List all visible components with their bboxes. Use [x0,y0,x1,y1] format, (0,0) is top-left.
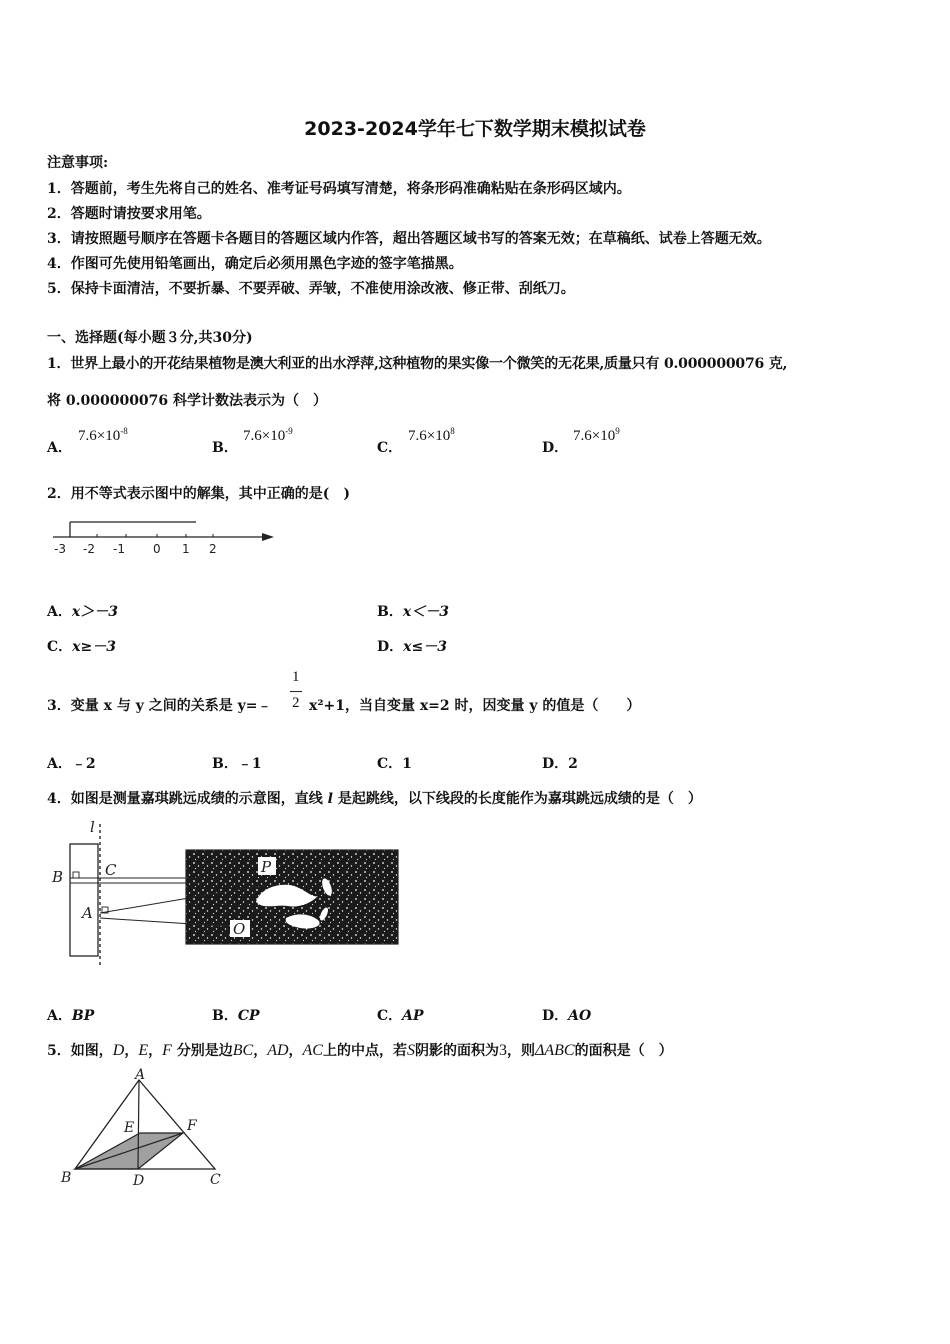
q1-stem-line1: 1．世界上最小的开花结果植物是澳大利亚的出水浮萍,这种植物的果实像一个微笑的无花果,质量只有 0.000000076 克, [47,356,788,372]
q5-triangle-figure [58,1068,233,1193]
fig-label: C [210,1172,221,1188]
q1-option-b-label[interactable]: B． [212,440,238,456]
fig-label: E [124,1120,135,1136]
fig-label: F [187,1118,197,1134]
fig-label: D [133,1173,145,1189]
q2-option-b[interactable]: B．x＜－3 [377,604,449,620]
q3-fraction-bar [290,691,302,692]
fig-label: P [261,858,272,876]
q1-option-c-value: $7.6\times 10^8$ [408,426,455,444]
q1-option-b-value: $7.6\times 10^{-9}$ [243,426,293,444]
tick-label: 1 [182,542,190,556]
q4-option-c[interactable]: C．AP [377,1008,424,1024]
q1-option-d-label[interactable]: D． [542,440,569,456]
fig-label: A [135,1068,146,1083]
q3-option-c[interactable]: C．1 [377,756,412,772]
q2-option-d[interactable]: D．x≤－3 [377,639,447,655]
note-item: 2．答题时请按要求用笔。 [47,206,211,222]
q3-option-d[interactable]: D．2 [542,756,578,772]
q1-option-d-value: $7.6\times 10^9$ [573,426,620,444]
fig-label: C [105,861,117,879]
q3-option-b[interactable]: B．﹣1 [212,756,262,772]
note-item: 5．保持卡面清洁，不要折暴、不要弄破、弄皱，不准使用涂改液、修正带、刮纸刀。 [47,281,575,297]
q2-number-line [50,516,280,562]
q1-option-a-value: $7.6\times 10^{-8}$ [78,426,128,444]
fig-label: O [233,920,246,938]
fig-label: B [52,868,64,886]
q1-option-c-label[interactable]: C． [377,440,403,456]
fig-label: B [61,1170,72,1186]
tick-label: -3 [54,542,66,556]
q1-stem-line2: 将 0.000000076 科学计数法表示为（ ） [47,393,328,409]
tick-label: -1 [113,542,125,556]
q3-stem-part2: x²+1，当自变量 x=2 时，因变量 y 的值是（ ） [309,698,641,714]
fig-label: A [82,904,93,922]
q3-option-a[interactable]: A．﹣2 [47,756,96,772]
page-title: 2023-2024学年七下数学期末模拟试卷 [304,118,646,140]
q2-option-c[interactable]: C．x≥－3 [47,639,116,655]
note-item: 3．请按照题号顺序在答题卡各题目的答题区域内作答，超出答题区域书写的答案无效；在草稿纸、试卷上答题无效。 [47,231,771,247]
tick-label: -2 [83,542,95,556]
tick-label: 2 [209,542,217,556]
q4-option-a[interactable]: A．BP [47,1008,95,1024]
q2-stem: 2．用不等式表示图中的解集，其中正确的是( ) [47,486,350,502]
section-heading: 一、选择题(每小题３分,共30分) [47,330,253,346]
q4-option-b[interactable]: B．CP [212,1008,260,1024]
q4-option-d[interactable]: D．AO [542,1008,592,1024]
q2-option-a[interactable]: A．x＞－3 [47,604,118,620]
q3-fraction-numerator: 1 [292,669,300,685]
notes-heading: 注意事项: [47,155,109,171]
fig-label: l [90,818,95,836]
q3-stem-part1: 3．变量 x 与 y 之间的关系是 y=﹣ [47,698,272,714]
q5-stem: 5．如图，D，E，F 分别是边BC，AD，AC上的中点，若S阴影的面积为3，则ΔABC的面积是（ ） [47,1042,673,1059]
q4-stem: 4．如图是测量嘉琪跳远成绩的示意图，直线 l 是起跳线，以下线段的长度能作为嘉琪跳远成绩的是（ ） [47,791,702,807]
note-item: 1．答题前，考生先将自己的姓名、准考证号码填写清楚，将条形码准确粘贴在条形码区域内。 [47,181,631,197]
q1-option-a-label[interactable]: A． [47,440,72,456]
q4-figure [48,816,408,976]
tick-label: 0 [153,542,161,556]
q3-fraction-denominator: 2 [292,695,300,711]
note-item: 4．作图可先使用铅笔画出，确定后必须用黑色字迹的签字笔描黑。 [47,256,463,272]
